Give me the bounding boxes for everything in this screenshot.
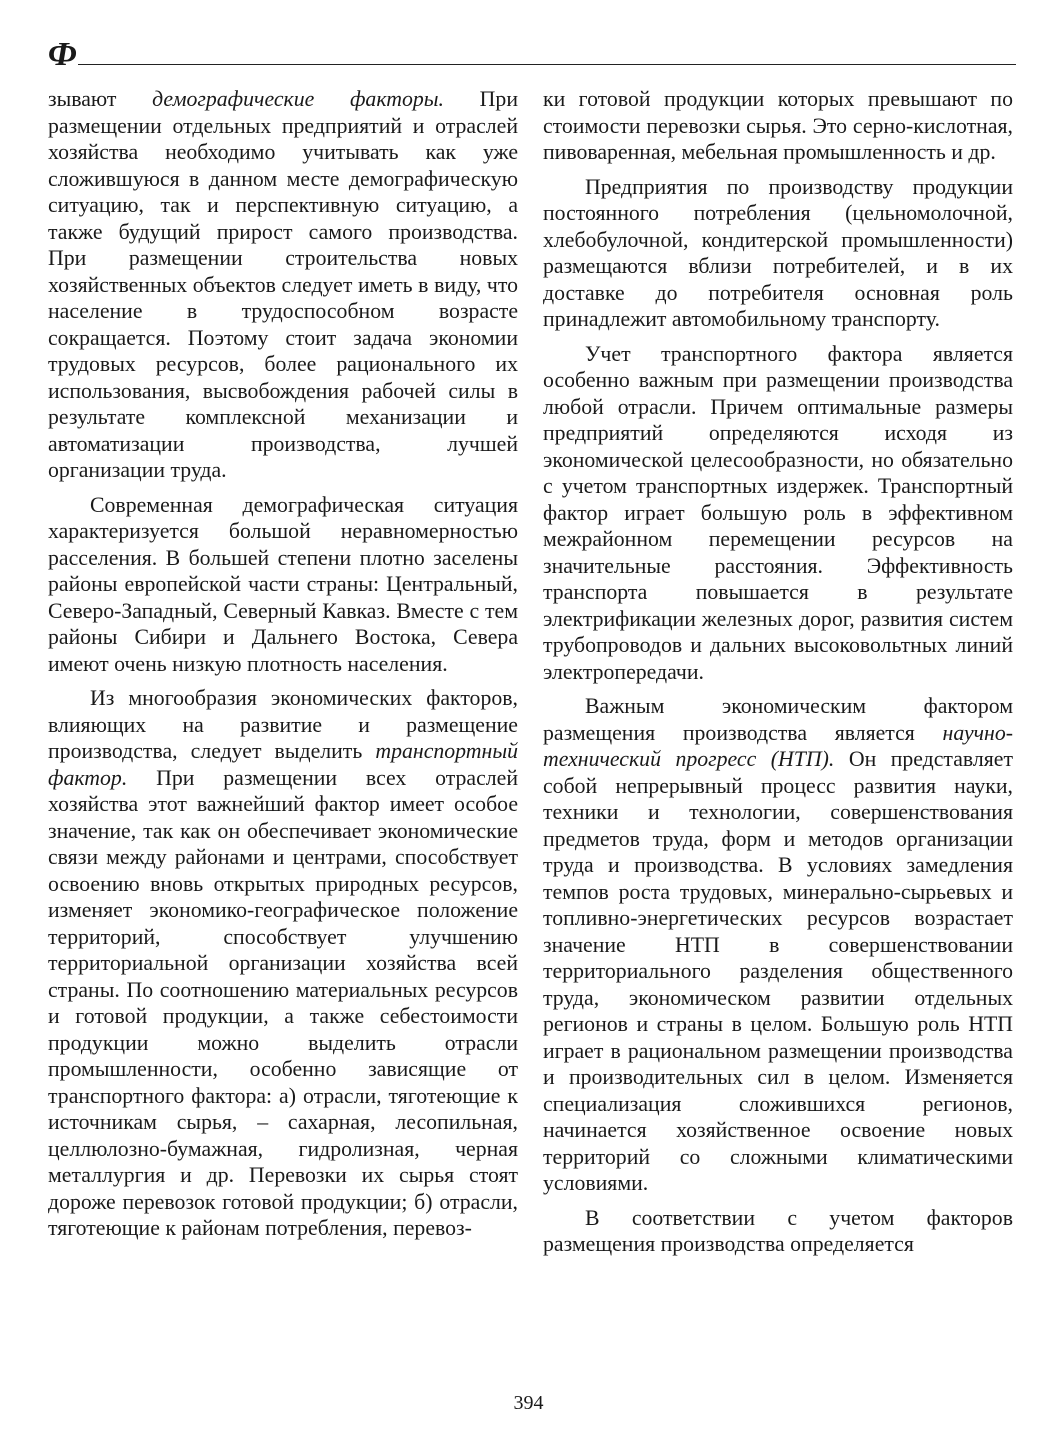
- paragraph: Современная демографическая ситуация характеризуется большой неравномерностью расселения. В большей степени плотно заселены районы европейской части страны: Центральный, Северо-Западный, Северный Кавказ. Вместе с тем районы Сибири и Дальнего Востока, Севера имеют очень низкую плотность населения.: [48, 492, 518, 676]
- paragraph: Учет транспортного фактора является особенно важным при размещении производства любой отрасли. Причем оптимальные размеры предприятий определяются исходя из экономической целесообразности, но обязательно с учетом транспортных издержек. Транспортный фактор играет большую роль в эффективном межрайонном перемещении ресурсов на значительные расстояния. Эффективность транспорта повышается в результате электрификации железных дорог, развития систем трубопроводов и дальних высоковольтных линий электропередачи.: [543, 341, 1013, 684]
- left-column: [48, 86, 518, 1250]
- paragraph: Предприятия по производству продукции постоянного потребления (цельномолочной, хлебобулочной, кондитерской промышленности) размещаются вблизи потребителей, и в их доставке до потребителя основная роль принадлежит автомобильному транспорту.: [543, 174, 1013, 331]
- page-number: 394: [513, 1392, 544, 1414]
- header-rule: [78, 64, 1016, 65]
- paragraph: ки готовой продукции которых превышают по стоимости перевозки сырья. Это серно-кислотная, пивоваренная, мебельная промышленность и др.: [543, 87, 1013, 164]
- italic-term: научно-технический прогресс (НТП).: [543, 720, 1013, 771]
- italic-term: демографические факторы.: [152, 87, 444, 111]
- header-letter: Ф: [48, 36, 77, 73]
- paragraph: зывают демографические факторы. При размещении отдельных предприятий и отраслей хозяйства необходимо учитывать как уже сложившуюся в данном месте демографическую ситуацию, так и перспективную ситуацию, а также будущий прирост самого производства. При размещении строительства новых хозяйственных объектов следует иметь в виду, что население в трудоспособном возрасте сокращается. Поэтому стоит задача экономии трудовых ресурсов, более рационального их использования, высвобождения рабочей силы в результате комплексной механизации и автоматизации производства, лучшей организации труда.: [48, 87, 518, 482]
- italic-term: транспортный фактор.: [48, 739, 518, 790]
- paragraph: В соответствии с учетом факторов размещения производства определяется: [543, 1205, 1013, 1256]
- right-column: [543, 86, 1013, 1266]
- page-header: [48, 38, 1016, 72]
- paragraph: Из многообразия экономических факторов, влияющих на развитие и размещение производства, следует выделить транспортный фактор. При размещении всех отраслей хозяйства этот важнейший фактор имеет особое значение, так как он обеспечивает экономические связи между районами и центрами, способствует освоению вновь открытых природных ресурсов, изменяет экономико-географическое положение территорий, способствует улучшению территориальной организации хозяйства всей страны. По соотношению материальных ресурсов и готовой продукции, а также себестоимости продукции можно выделить отрасли промышленности, особенно зависящие от транспортного фактора: а) отрасли, тяготеющие к источникам сырья, – сахарная, лесопильная, целлюлозно-бумажная, гидролизная, черная металлургия и др. Перевозки их сырья стоят дороже перевозок готовой продукции; б) отрасли, тяготеющие к районам потребления, перевоз-: [48, 686, 518, 1240]
- paragraph: Важным экономическим фактором размещения производства является научно-технический прогресс (НТП). Он представляет собой непрерывный процесс развития науки, техники и технологии, совершенствования предметов труда, форм и методов организации труда и производства. В условиях замедления темпов роста трудовых, минерально-сырьевых и топливно-энергетических ресурсов возрастает значение НТП в совершенствовании территориального разделения общественного труда, экономическом развитии отдельных регионов и страны в целом. Большую роль НТП играет в рациональном размещении производства и производительных сил в целом. Изменяется специализация сложившихся регионов, начинается хозяйственное освоение новых территорий со сложными климатическими условиями.: [543, 694, 1013, 1195]
